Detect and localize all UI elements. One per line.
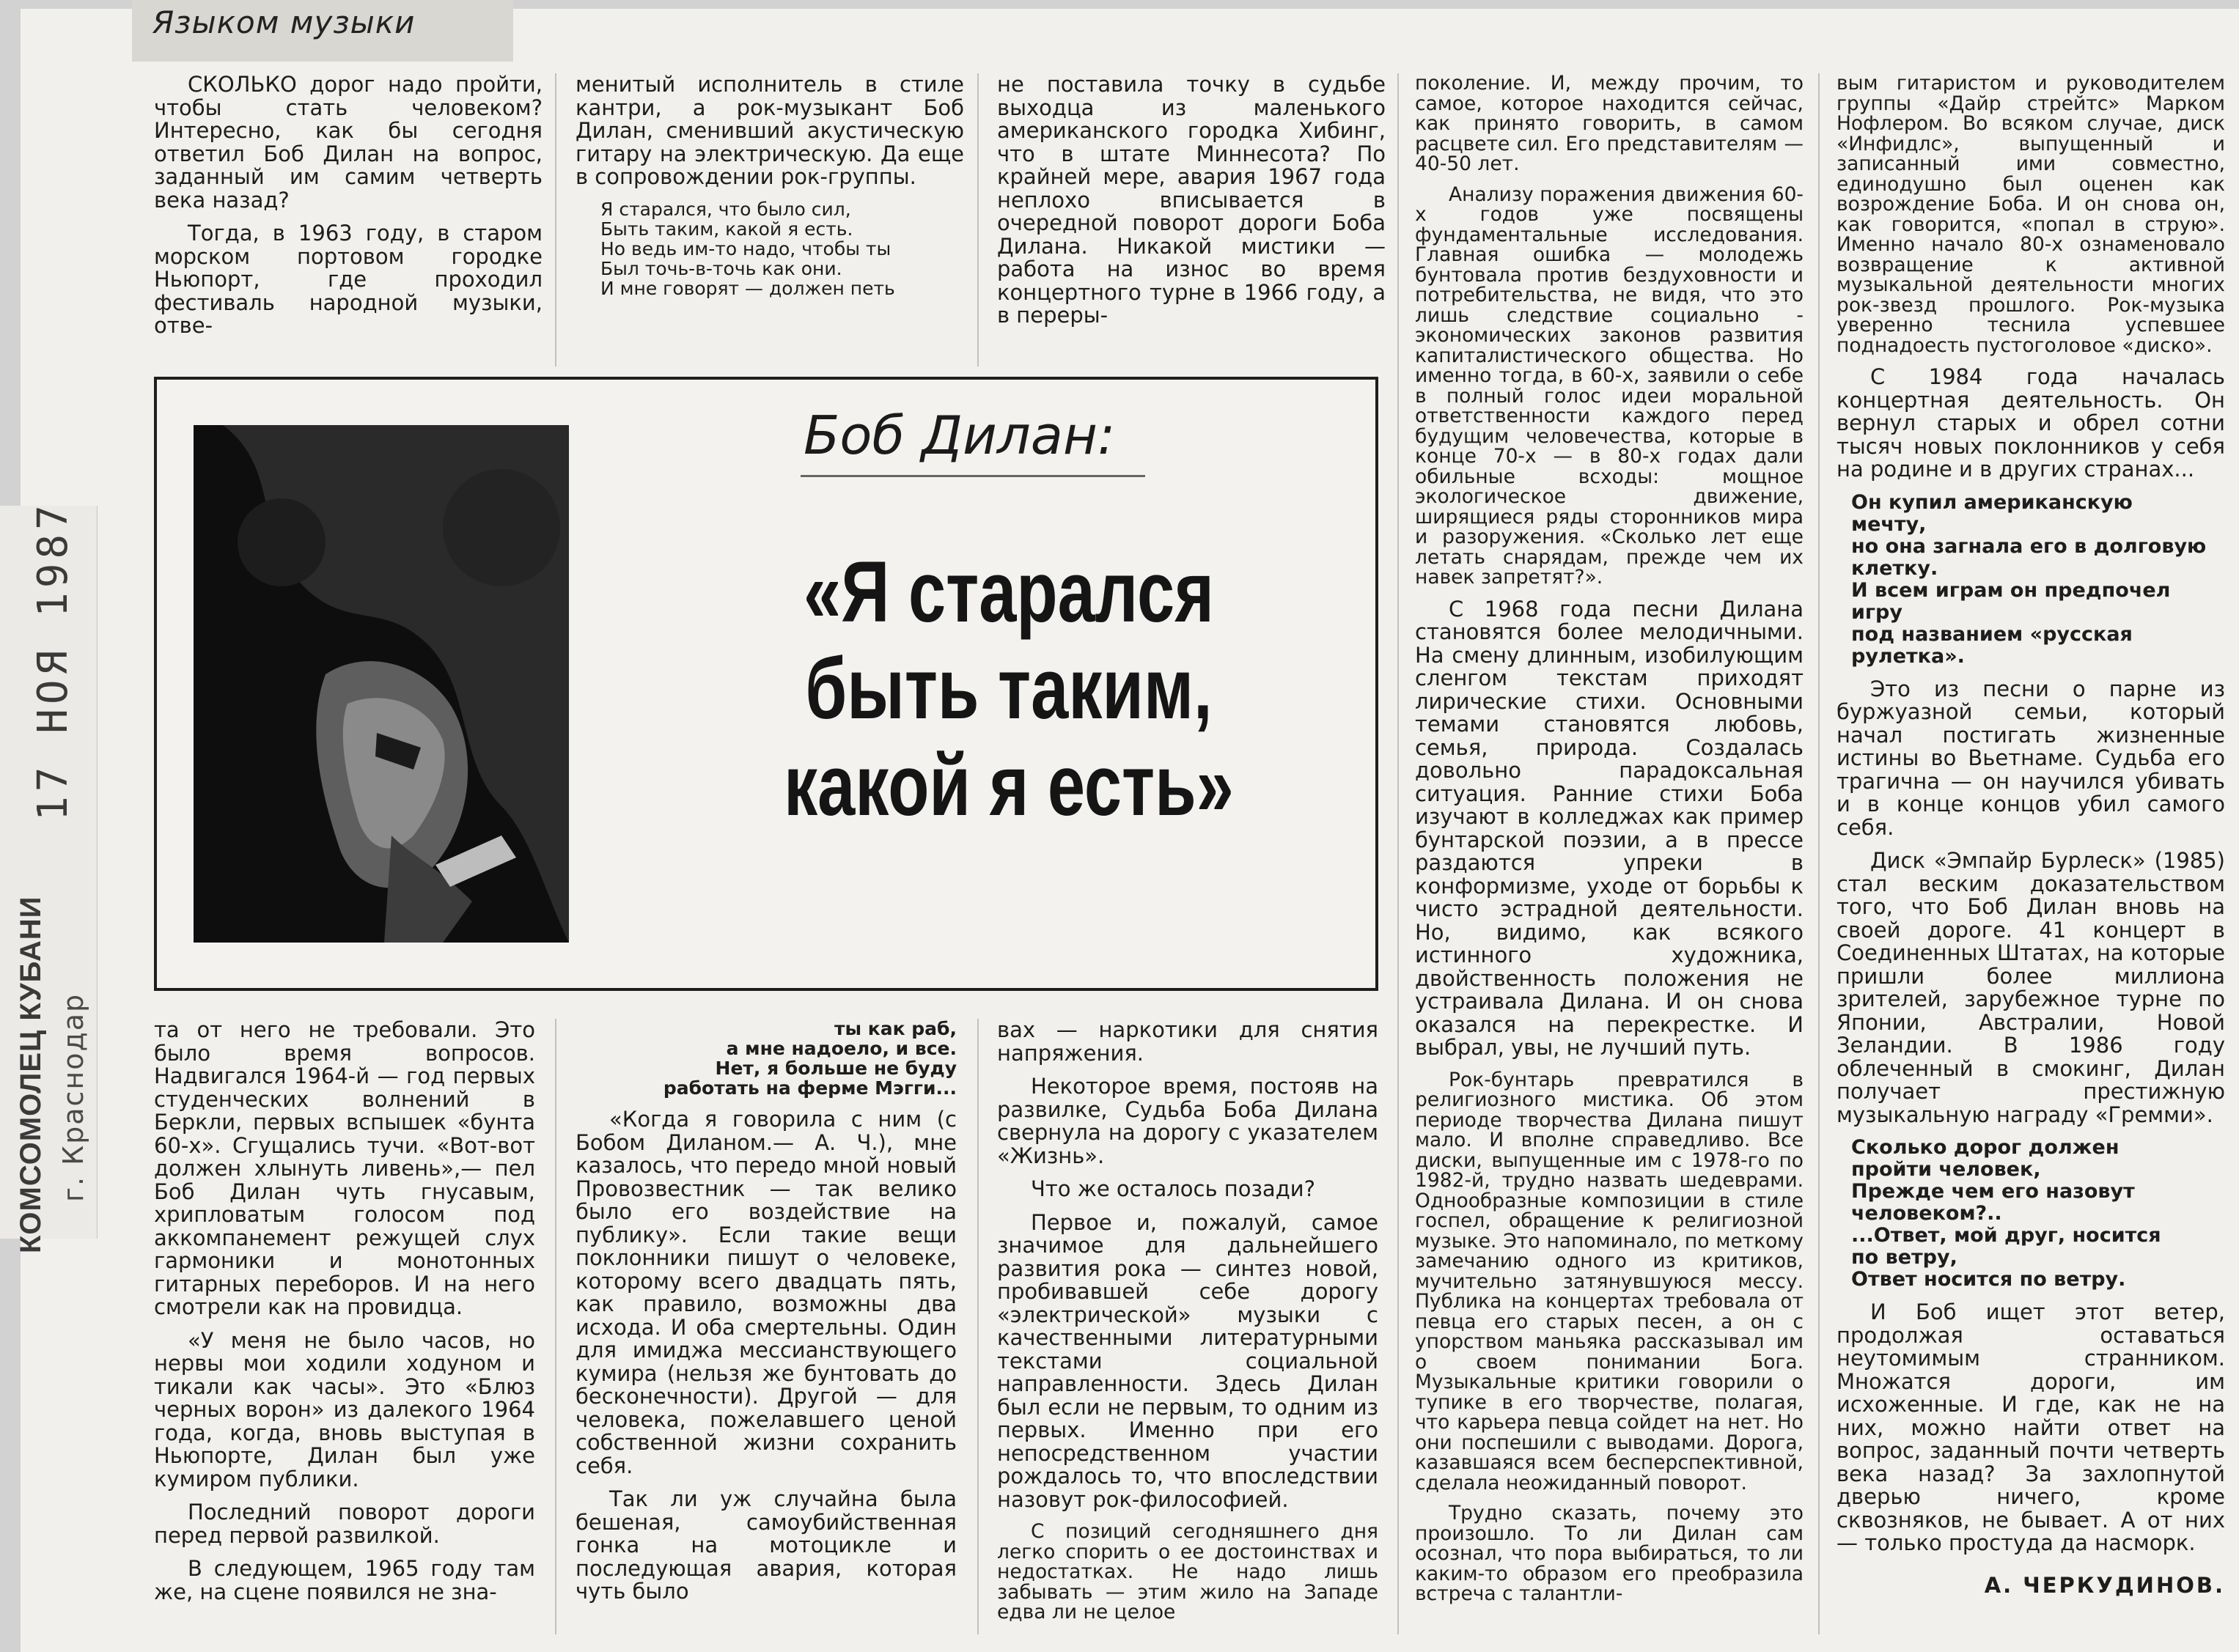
column-5 bbox=[1837, 73, 2225, 1642]
column-4 bbox=[1415, 73, 1804, 1642]
paragraph: поколение. И, между прочим, то самое, которое находится сейчас, как принято говорить, в самом расцвете сил. Его представителям — 40-50 лет. bbox=[1415, 73, 1804, 175]
paragraph: С позиций сегодняшнего дня легко спорить о ее достоинствах и недостатках. Не надо лишь забывать — этим жило на Западе едва ли не целое bbox=[997, 1520, 1378, 1623]
column-1-bottom bbox=[154, 1019, 535, 1642]
column-rule bbox=[977, 73, 979, 366]
column-3-top bbox=[997, 73, 1386, 366]
kicker-underline bbox=[801, 475, 1145, 477]
paragraph: «Когда я говорила с ним (с Бобом Диланом.— А. Ч.), мне казалось, что передо мной новый Провозвестник — так велико было его воздействие на публику». Если такие вещи поклонники пишут о человеке, которому всего двадцать пять, как правило, возможны два исхода. И оба смертельны. Один для имиджа мессианствующего кумира (нельзя же бунтовать до бесконечности). Другой — для человека, пожелавшего ценой собственной жизни сохранить себя. bbox=[576, 1107, 957, 1478]
paragraph: Что же осталось позади? bbox=[1031, 1176, 1315, 1201]
paragraph: Диск «Эмпайр Бурлеск» (1985) стал веским доказательством того, что Боб Дилан вновь на своей дороге. 41 концерт в Соединенных Штатах, на которые пришли более миллиона зрителей, зарубежное турне по Японии, Австралии, Новой Зеландии. В 1986 году облеченный в смокинг, Дилан получает престижную музыкальную награду «Гремми». bbox=[1837, 848, 2225, 1127]
headline-line: быть таким, bbox=[805, 641, 1213, 737]
headline bbox=[768, 544, 1249, 834]
headline-line: «Я старался bbox=[804, 544, 1214, 641]
paragraph: С 1984 года началась концертная деятельность. Он вернул старых и обрел сотни тысяч новых поклонников у себя на родине и в других странах... bbox=[1837, 364, 2225, 482]
paragraph: та от него не требовали. Это было время вопросов. Надвигался 1964-й — год первых студенческих волнений в Беркли, первых вспышек «бунта 60-х». Сгущались тучи. «Вот-вот должен хлынуть ливень»,— пел Боб Дилан чуть гнусавым, хрипловатым голосом под аккомпанемент режущей слух гармоники и монотонных гитарных переборов. И на него смотрели как на провидца. bbox=[154, 1019, 535, 1319]
paragraph: Первое и, пожалуй, самое значимое для дальнейшего развития рока — синтез новой, пробивавшей себе дорогу «электрической» музыки с качественными литературными текстами социальной направленности. Здесь Дилан был если не первым, то одним из первых. Именно при его непосредственном участии рождалось то, что впоследствии назовут рок-философией. bbox=[997, 1209, 1378, 1512]
paragraph: Некоторое время, постояв на развилке, Судьба Боба Дилана свернула на дорогу с указателем «Жизнь». bbox=[997, 1074, 1378, 1168]
column-3-bottom bbox=[997, 1019, 1378, 1642]
paragraph: Анализу поражения движения 60-х годов уже посвящены фундаментальные исследования. Главная ошибка — молодежь бунтовала против бездуховности и потребительства, не видя, что это лишь следствие социально - экономических законов развития капиталистического общества. Но именно тогда, в 60-х, заявили о себе в полный голос идеи моральной ответственности каждого перед будущим человечества, которые в конце 70-х — в 80-х годах дали обильные всходы: мощное экологическое движение, ширящиеся ряды сторонников мира и разоружения. «Сколько лет еще летать снарядам, прежде чем их навек запретят?». bbox=[1415, 182, 1804, 589]
paragraph: Это из песни о парне из буржуазной семьи, который начал постигать жизненные истины во Вьетнаме. Судьба его трагична — он научился убивать и в конце концов убил самого себя. bbox=[1837, 676, 2225, 840]
paragraph: «У меня не было часов, но нервы мои ходили ходуном и тикали как часы». Это «Блюз черных ворон» из далекого 1964 года, когда, вновь выступая в Ньюпорте, Дилан был уже кумиром публики. bbox=[154, 1327, 535, 1491]
song-verse: Сколько дорог должен пройти человек, Прежде чем его назовут человеком?.. ...Ответ, мой друг, носится по ветру, Ответ носится по ветру. bbox=[1851, 1136, 2161, 1291]
paragraph: Последний поворот дороги перед первой развилкой. bbox=[154, 1500, 535, 1548]
paragraph: В следующем, 1965 году там же, на сцене появился не зна- bbox=[154, 1556, 535, 1604]
column-2-top bbox=[576, 73, 964, 366]
column-rule bbox=[977, 1019, 979, 1634]
paragraph: Тогда, в 1963 году, в старом морском портовом городке Ньюпорт, где проходил фестиваль народной музыки, отве- bbox=[154, 221, 543, 338]
paragraph: И Боб ищет этот ветер, продолжая оставаться неутомимым странником. Множатся дороги, им исхоженные. И где, как не на них, можно найти ответ на вопрос, заданный почти четверть века назад? За захлопнутой дверью ничего, кроме сквозняков, не бывает. А от них — только простуда да насморк. bbox=[1837, 1299, 2225, 1555]
headline-line: какой я есть» bbox=[784, 737, 1234, 834]
paragraph: Рок-бунтарь превратился в религиозного мистика. Об этом периоде творчества Дилана пишут мало. И вполне справедливо. Все диски, выпущенные им с 1978-го по 1982-й, трудно назвать шедеврами. Однообразные композиции в стиле госпел, обращение к религиозной музыке. Это напоминало, по меткому замечанию одного из критиков, мучительно затянувшуюся мессу. Публика на концертах требовала от певца его старых песен, а он с упорством маньяка рассказывал им о своем понимании Бога. Музыкальные критики говорили о тупике в его творчестве, полагая, что карьера певца сойдет на нет. Но они поспешили с выводами. Дорога, казавшаяся всем бесперспективной, сделала неожиданный поворот. bbox=[1415, 1068, 1804, 1494]
paragraph: СКОЛЬКО дорог надо пройти, чтобы стать человеком? Интересно, как бы сегодня ответил Боб Дилан на вопрос, заданный им самим четверть века назад? bbox=[154, 73, 543, 213]
rubric-title: Языком музыки bbox=[152, 4, 416, 40]
paragraph: менитый исполнитель в стиле кантри, а рок-музыкант Боб Дилан, сменивший акустическую гитару на электрическую. Да еще в сопровождении рок-группы. bbox=[576, 73, 964, 189]
headline-kicker: Боб Дилан: bbox=[804, 405, 1116, 466]
paragraph: С 1968 года песни Дилана становятся более мелодичными. На смену длинным, изобилующим сленгом текстам приходят лирические стихи. Основными темами становятся любовь, семья, природа. Создалась довольно парадоксальная ситуация. Ранние стихи Боба изучают в колледжах как пример бунтарской поэзии, а в прессе раздаются упреки в конформизме, уходе от борьбы к чисто эстрадной деятельности. Но, видимо, как всякого истинного художника, двойственность положения не устраивала Дилана. И он снова оказался на перекрестке. И выбрал, увы, не лучший путь. bbox=[1415, 596, 1804, 1060]
date-stamp: 17 НОЯ 1987 bbox=[29, 501, 77, 821]
photo-image bbox=[194, 425, 569, 943]
author-signature: А. ЧЕРКУДИНОВ. bbox=[1984, 1572, 2225, 1598]
paragraph: Трудно сказать, почему это произошло. То ли Дилан сам осознал, что пора выбираться, то ли каким-то образом его преобразила встреча с талантли- bbox=[1415, 1502, 1804, 1605]
paragraph: вым гитаристом и руководителем группы «Дайр стрейтс» Марком Нофлером. Во всяком случае, диск «Инфидлс», выпущенный и записанный ими совместно, единодушно был оценен как возрождение Боба. И он снова он, как говорится, «попал в струю». Именно начало 80-х ознаменовало возвращение к активной музыкальной деятельности многих рок-звезд прошлого. Рок-музыка уверенно теснила успевшее поднадоесть пустоголовое «диско». bbox=[1837, 73, 2225, 357]
paragraph: вах — наркотики для снятия напряжения. bbox=[997, 1019, 1378, 1066]
song-verse: Я старался, что было сил, Быть таким, какой я есть. Но ведь им-то надо, чтобы ты Был точь-в-точь как они. И мне говорят — должен петь bbox=[600, 198, 895, 299]
song-verse: Он купил американскую мечту, но она загнала его в долговую клетку. И всем играм он предпочел игру под названием «русская рулетка». bbox=[1851, 490, 2207, 668]
column-1-top bbox=[154, 73, 543, 366]
newspaper-name-stamp: КОМСОМОЛЕЦ КУБАНИ bbox=[15, 896, 47, 1253]
column-2-bottom bbox=[576, 1019, 957, 1642]
column-rule bbox=[555, 1019, 556, 1634]
paragraph: не поставила точку в судьбе выходца из маленького американского городка Хибинг, что в штате Миннесота? По крайней мере, авария 1967 года неплохо вписывается в очередной поворот дороги Боба Дилана. Никакой мистики — работа на износ во время концертного турне в 1966 году, а в переры- bbox=[997, 73, 1386, 328]
song-verse: ты как раб, а мне надоело, и все. Нет, я больше не буду работать на ферме Мэгги... bbox=[663, 1019, 957, 1099]
city-stamp: г. Краснодар bbox=[57, 992, 89, 1202]
column-rule bbox=[1397, 73, 1399, 1634]
column-rule bbox=[1818, 73, 1820, 1634]
column-rule bbox=[555, 73, 556, 366]
bob-dylan-photo bbox=[194, 425, 569, 943]
paragraph: Так ли уж случайна была бешеная, самоубийственная гонка на мотоцикле и последующая авария, которая чуть было bbox=[576, 1486, 957, 1604]
